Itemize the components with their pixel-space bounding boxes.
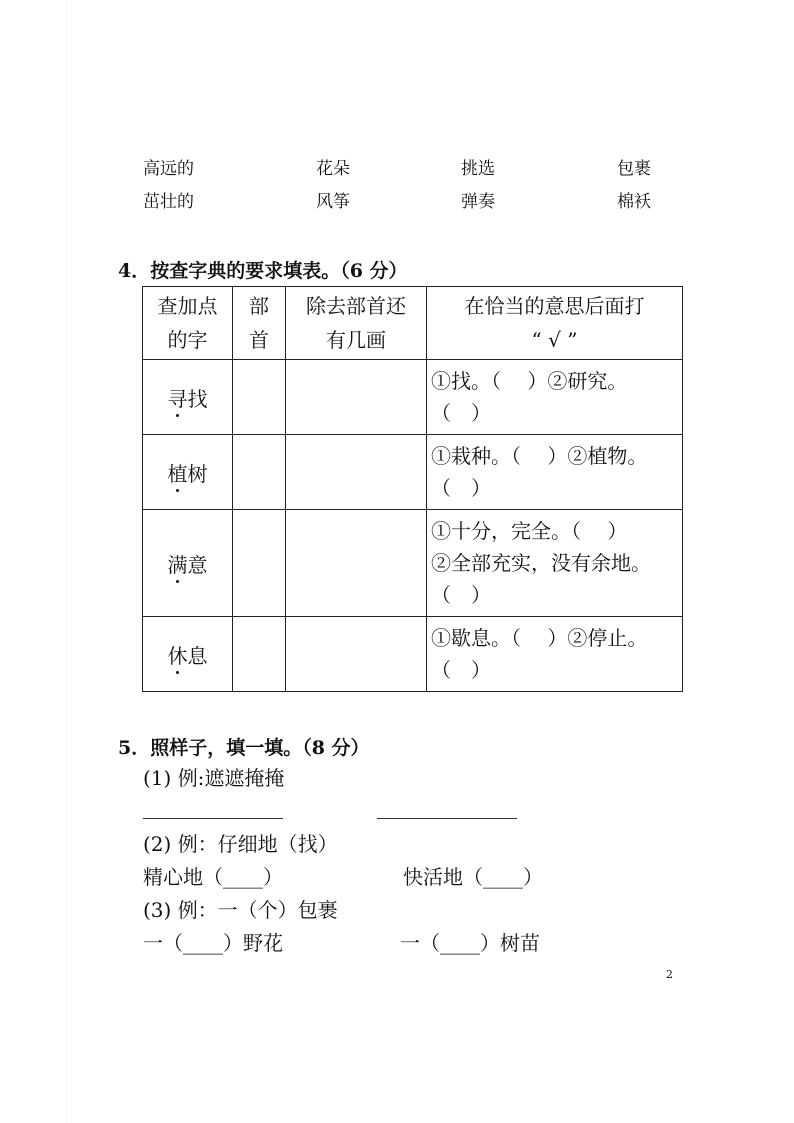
section-4-title: 4．按查字典的要求填表。（6 分） xyxy=(118,260,408,282)
word-1-3: 挑选 xyxy=(461,159,495,179)
char-rest: 树 xyxy=(187,461,208,486)
item2-blank-b[interactable]: 快活地（____） xyxy=(403,865,543,889)
meaning-line: ①栽种。（ ）②植物。 xyxy=(431,444,648,468)
header-meaning-line1: 在恰当的意思后面打 xyxy=(464,294,645,318)
dotted-char: 寻 xyxy=(168,383,188,412)
item2-blank-a[interactable]: 精心地（____） xyxy=(143,865,283,889)
item1-answer-line-1[interactable] xyxy=(143,818,283,819)
header-meaning xyxy=(427,287,683,360)
table-header-row xyxy=(143,287,683,360)
meaning-line: （ ） xyxy=(431,476,491,500)
header-char-line1: 查加点 xyxy=(157,294,218,318)
char-cell xyxy=(143,617,233,692)
radical-input-cell[interactable] xyxy=(233,435,286,510)
header-meaning-line2: “ √ ” xyxy=(531,328,578,352)
char-cell xyxy=(143,360,233,435)
meaning-line: ①歇息。（ ）②停止。 xyxy=(431,626,648,650)
radical-input-cell[interactable] xyxy=(233,360,286,435)
item3-blank-b[interactable]: 一（____）树苗 xyxy=(400,931,540,955)
header-radical-line1: 部 xyxy=(249,294,269,318)
table-row xyxy=(143,360,683,435)
dotted-char: 植 xyxy=(168,458,188,487)
meaning-cell[interactable] xyxy=(427,510,683,617)
dotted-char: 休 xyxy=(168,640,188,669)
meaning-cell[interactable] xyxy=(427,360,683,435)
strokes-input-cell[interactable] xyxy=(286,617,427,692)
header-radical-line2: 首 xyxy=(249,328,269,352)
word-2-3: 弹奏 xyxy=(461,192,495,212)
strokes-input-cell[interactable] xyxy=(286,435,427,510)
word-row-1 xyxy=(0,157,794,181)
dotted-char: 满 xyxy=(168,549,188,578)
char-rest: 息 xyxy=(187,643,208,668)
header-char-line2: 的字 xyxy=(167,328,208,352)
word-1-4: 包裹 xyxy=(617,159,651,179)
table-row xyxy=(143,617,683,692)
section-5-title: 5．照样子，填一填。（8 分） xyxy=(118,737,370,759)
word-1-2: 花朵 xyxy=(316,159,350,179)
meaning-line: （ ） xyxy=(431,658,491,682)
meaning-line: ①十分，完全。（ ） xyxy=(431,519,628,543)
char-cell xyxy=(143,435,233,510)
header-strokes-line1: 除去部首还 xyxy=(306,294,406,318)
header-char xyxy=(143,287,233,360)
header-strokes-line2: 有几画 xyxy=(326,328,386,352)
dictionary-table xyxy=(142,286,683,692)
word-2-1: 茁壮的 xyxy=(143,192,194,212)
meaning-line: （ ） xyxy=(431,583,491,607)
meaning-cell[interactable] xyxy=(427,435,683,510)
meaning-line: ②全部充实，没有余地。 xyxy=(431,551,651,575)
word-1-1: 高远的 xyxy=(143,159,194,179)
table-row xyxy=(143,435,683,510)
header-strokes xyxy=(286,287,427,360)
word-2-2: 风筝 xyxy=(316,192,350,212)
strokes-input-cell[interactable] xyxy=(286,360,427,435)
meaning-line: ①找。（ ）②研究。 xyxy=(431,369,628,393)
header-radical xyxy=(233,287,286,360)
page-number: 2 xyxy=(666,968,673,981)
meaning-cell[interactable] xyxy=(427,617,683,692)
table-row xyxy=(143,510,683,617)
char-cell xyxy=(143,510,233,617)
item1-example: (1) 例:遮遮掩掩 xyxy=(143,766,285,790)
radical-input-cell[interactable] xyxy=(233,510,286,617)
item2-example: (2) 例：仔细地（找） xyxy=(143,832,338,856)
char-rest: 找 xyxy=(187,386,208,411)
char-rest: 意 xyxy=(187,552,208,577)
word-row-2 xyxy=(0,190,794,214)
meaning-line: （ ） xyxy=(431,401,491,425)
item3-blank-a[interactable]: 一（____）野花 xyxy=(143,931,283,955)
word-2-4: 棉袄 xyxy=(617,192,651,212)
strokes-input-cell[interactable] xyxy=(286,510,427,617)
item3-example: (3) 例：一（个）包裹 xyxy=(143,898,338,922)
item1-answer-line-2[interactable] xyxy=(377,818,517,819)
radical-input-cell[interactable] xyxy=(233,617,286,692)
